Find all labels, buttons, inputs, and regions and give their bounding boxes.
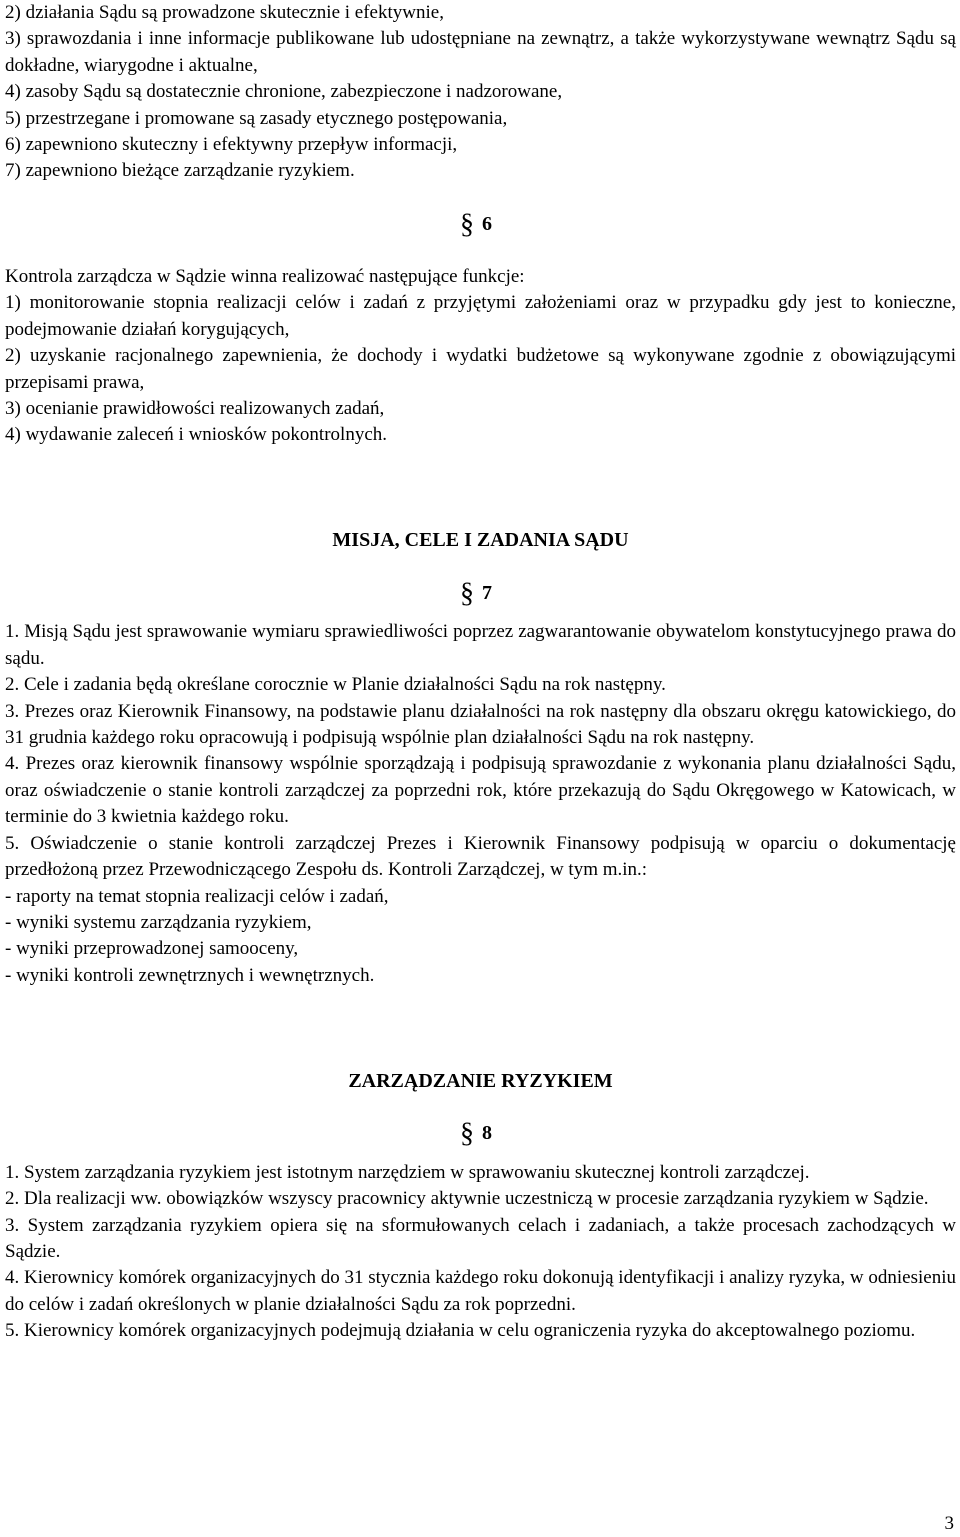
- list-item: 5. Kierownicy komórek organizacyjnych podejmują działania w celu ograniczenia ryzyka do akceptowalnego poziomu.: [5, 1320, 916, 1342]
- paragraph-8-body: [5, 1160, 956, 1345]
- document-page: [5, 0, 956, 1345]
- list-item: 4) zasoby Sądu są dostatecznie chronione, zabezpieczone i nadzorowane,: [5, 81, 563, 103]
- list-item: - wyniki przeprowadzonej samooceny,: [5, 938, 299, 960]
- section-heading-mission: MISJA, CELE I ZADANIA SĄDU: [332, 529, 629, 552]
- list-item: 4. Kierownicy komórek organizacyjnych do 31 stycznia każdego roku dokonują identyfikacji i analizy ryzyka, w odniesieniu do celów i zadań określonych w planie działalności Sądu za rok poprzedni.: [5, 1267, 956, 1315]
- paragraph-8-number: [5, 1118, 956, 1150]
- list-item: 6) zapewniono skuteczny i efektywny przepływ informacji,: [5, 134, 458, 156]
- list-item: 4. Prezes oraz kierownik finansowy wspólnie sporządzają i podpisują sprawozdanie z wykonania planu działalności Sądu, oraz oświadczenie o stanie kontroli zarządczej za poprzedni rok, które przekazują do Sądu Okręgowego w Katowicach, w terminie do 3 kwietnia każdego roku.: [5, 753, 956, 828]
- list-item: 2) działania Sądu są prowadzone skutecznie i efektywnie,: [5, 2, 444, 23]
- section-sign: §: [460, 209, 474, 241]
- list-item: 7) zapewniono bieżące zarządzanie ryzykiem.: [5, 160, 355, 182]
- list-item: 3. Prezes oraz Kierownik Finansowy, na podstawie planu działalności na rok następny dla obszaru okręgu katowickiego, do 31 grudnia każdego roku opracowują i podpisują wspólnie plan działalności Sądu na rok następny.: [5, 700, 956, 749]
- list-item: 1. Misją Sądu jest sprawowanie wymiaru sprawiedliwości poprzez zagwarantowanie obywatelom konstytucyjnego prawa do sądu.: [5, 621, 956, 669]
- paragraph-7-number: [5, 578, 956, 610]
- list-item: 2. Dla realizacji ww. obowiązków wszyscy pracownicy aktywnie uczestniczą w procesie zarządzania ryzykiem w Sądzie.: [5, 1188, 929, 1210]
- list-item: 2) uzyskanie racjonalnego zapewnienia, że dochody i wydatki budżetowe są wykonywane zgodnie z obowiązującymi przepisami prawa,: [5, 345, 956, 393]
- paragraph-number: 6: [482, 213, 492, 236]
- list-item: 2. Cele i zadania będą określane corocznie w Planie działalności Sądu na rok następny.: [5, 674, 666, 696]
- section-sign: §: [460, 578, 474, 610]
- list-item: 1) monitorowanie stopnia realizacji celów i zadań z przyjętymi założeniami oraz w przypadku gdy jest to konieczne, podejmowanie działań korygujących,: [5, 292, 956, 340]
- list-item: 4) wydawanie zaleceń i wniosków pokontrolnych.: [5, 424, 388, 446]
- section-heading-risk: ZARZĄDZANIE RYZYKIEM: [348, 1069, 613, 1092]
- list-item: - wyniki systemu zarządzania ryzykiem,: [5, 911, 312, 933]
- list-item: 1. System zarządzania ryzykiem jest istotnym narzędziem w sprawowaniu skutecznej kontroli zarządczej.: [5, 1161, 810, 1183]
- list-item: 3) sprawozdania i inne informacje publikowane lub udostępniane na zewnątrz, a także wykorzystywane wewnątrz Sądu są dokładne, wiarygodne i aktualne,: [5, 28, 956, 76]
- page-number: 3: [944, 1513, 954, 1534]
- paragraph-number: 7: [482, 582, 492, 605]
- paragraph-7-body: [5, 619, 956, 989]
- section-sign: §: [460, 1118, 474, 1150]
- list-item: - raporty na temat stopnia realizacji celów i zadań,: [5, 885, 389, 907]
- list-item: 5) przestrzegane i promowane są zasady etycznego postępowania,: [5, 107, 508, 129]
- paragraph-6-body: [5, 264, 956, 449]
- list-item: - wyniki kontroli zewnętrznych i wewnętrznych.: [5, 964, 375, 986]
- paragraph-6-number: [5, 209, 956, 241]
- list-item: 3) ocenianie prawidłowości realizowanych zadań,: [5, 398, 385, 420]
- list-item: 3. System zarządzania ryzykiem opiera się na sformułowanych celach i zadaniach, a także procesach zachodzących w Sądzie.: [5, 1214, 956, 1262]
- list-item: 5. Oświadczenie o stanie kontroli zarządczej Prezes i Kierownik Finansowy podpisują w oparciu o dokumentację przedłożoną przez Przewodniczącego Zespołu ds. Kontroli Zarządczej, w tym m.in.:: [5, 832, 956, 881]
- paragraph-number: 8: [482, 1122, 492, 1145]
- paragraph-line: Kontrola zarządcza w Sądzie winna realizować następujące funkcje:: [5, 266, 525, 288]
- intro-list: [5, 0, 956, 185]
